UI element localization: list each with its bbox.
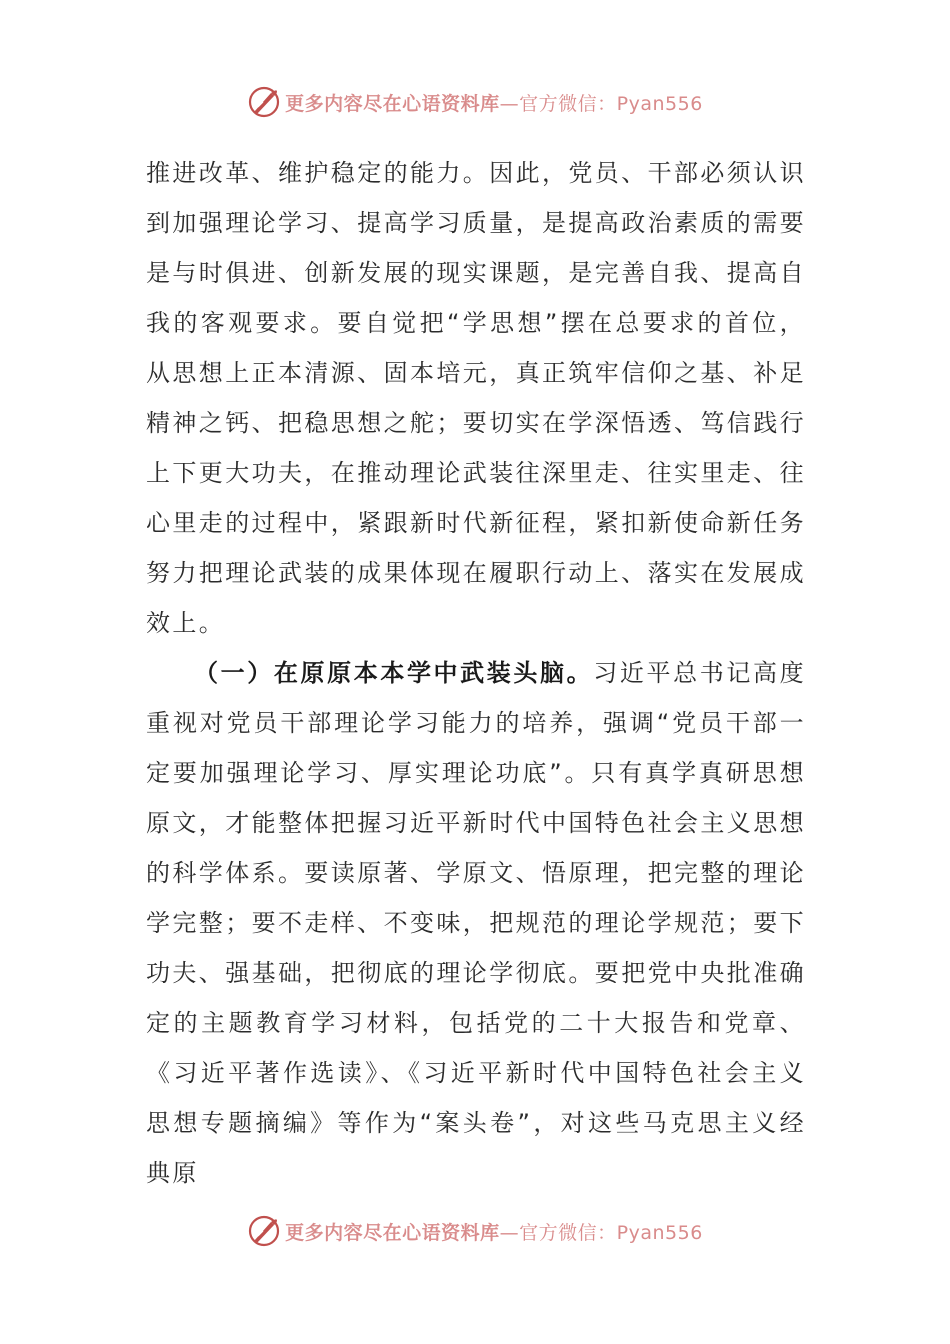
quill-pen-logo-icon — [247, 1214, 281, 1248]
quill-pen-logo-icon — [247, 85, 281, 119]
watermark-wechat: —官方微信：Pyan556 — [499, 92, 703, 115]
watermark-text: 更多内容尽在心语资料库 — [285, 92, 500, 115]
footer-watermark — [0, 1211, 950, 1251]
paragraph-2-body: 习近平总书记高度重视对党员干部理论学习能力的培养，强调“党员干部一定要加强理论学习、厚实理论功底”。只有真学真研思想原文，才能整体把握习近平新时代中国特色社会主义思想的科学体系。要读原著、学原文、悟原理，把完整的理论学完整；要不走样、不变味，把规范的理论学规范；要下功夫、强基础，把彻底的理论学彻底。要把党中央批准确定的主题教育学习材料，包括党的二十大报告和党章、《习近平著作选读》、《习近平新时代中国特色社会主义思想专题摘编》等作为“案头卷”，对这些马克思主义经典原 — [146, 659, 807, 1187]
paragraph-2 — [146, 648, 806, 1198]
paragraph-1: 推进改革、维护稳定的能力。因此，党员、干部必须认识到加强理论学习、提高学习质量，是提高政治素质的需要是与时俱进、创新发展的现实课题，是完善自我、提高自我的客观要求。要自觉把“学思想”摆在总要求的首位，从思想上正本清源、固本培元，真正筑牢信仰之基、补足精神之钙、把稳思想之舵；要切实在学深悟透、笃信践行上下更大功夫，在推动理论武装往深里走、往实里走、往心里走的过程中，紧跟新时代新征程，紧扣新使命新任务努力把理论武装的成果体现在履职行动上、落实在发展成效上。 — [146, 159, 806, 637]
header-watermark — [0, 82, 950, 122]
watermark-wechat: —官方微信：Pyan556 — [499, 1221, 703, 1244]
watermark-text: 更多内容尽在心语资料库 — [285, 1221, 500, 1244]
document-body — [146, 148, 806, 1198]
section-heading: （一）在原原本本学中武装头脑。 — [194, 659, 594, 687]
